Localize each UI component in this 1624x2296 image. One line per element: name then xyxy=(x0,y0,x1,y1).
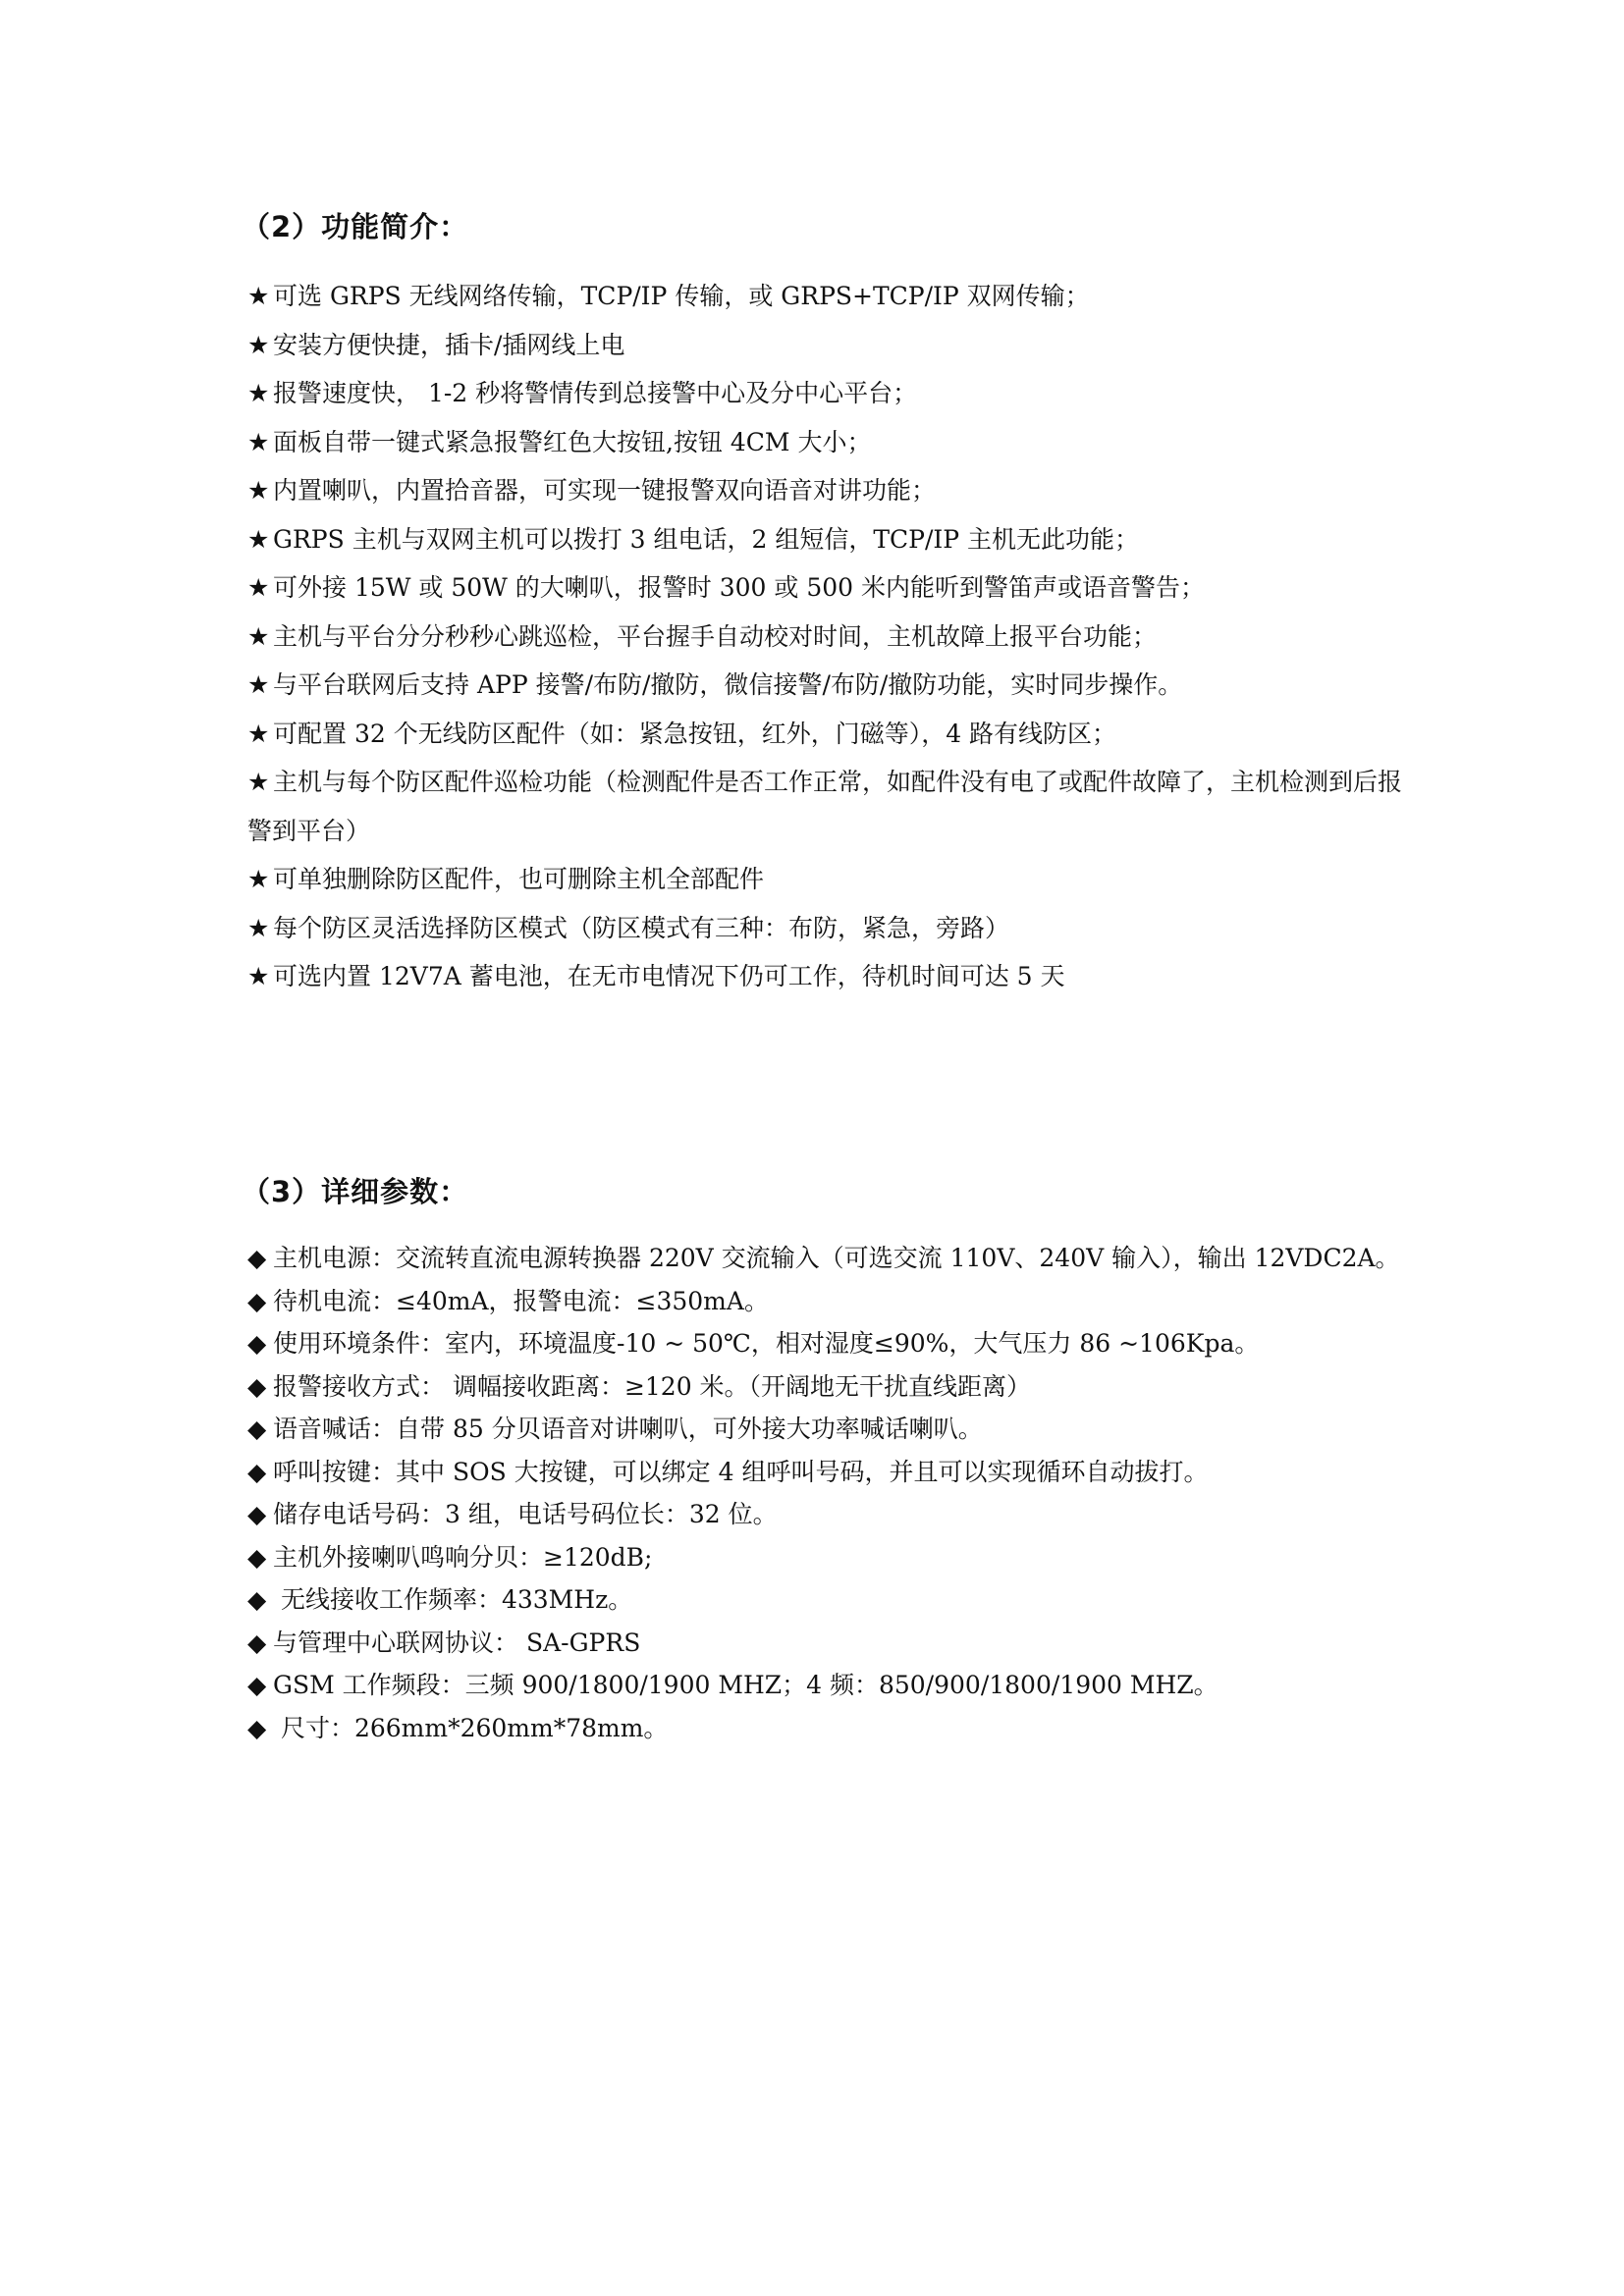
feature-item xyxy=(247,563,1406,613)
parameter-item xyxy=(247,1280,1406,1323)
diamond-bullet-icon: ◆ xyxy=(247,1500,267,1528)
diamond-bullet-icon: ◆ xyxy=(247,1415,267,1443)
parameter-item xyxy=(247,1237,1406,1280)
parameter-text: 使用环境条件：室内，环境温度-10 ~ 50℃，相对湿度≤90%，大气压力 86 ~106Kpa。 xyxy=(273,1329,1260,1358)
parameter-item xyxy=(247,1322,1406,1365)
star-bullet-icon: ★ xyxy=(247,573,270,602)
star-bullet-icon: ★ xyxy=(247,379,270,407)
functions-section xyxy=(242,201,1406,1001)
feature-text: 每个防区灵活选择防区模式（防区模式有三种：布防，紧急，旁路） xyxy=(273,913,1010,942)
star-bullet-icon: ★ xyxy=(247,524,270,554)
parameter-text: 呼叫按键：其中 SOS 大按键，可以绑定 4 组呼叫号码，并且可以实现循环自动拔打。 xyxy=(273,1457,1209,1486)
parameter-item xyxy=(247,1578,1406,1622)
star-bullet-icon: ★ xyxy=(247,476,270,505)
diamond-bullet-icon: ◆ xyxy=(247,1585,267,1614)
diamond-bullet-icon: ◆ xyxy=(247,1628,267,1657)
feature-text: 主机与平台分分秒秒心跳巡检，平台握手自动校对时间，主机故障上报平台功能； xyxy=(273,621,1158,651)
parameter-text: 语音喊话：自带 85 分贝语音对讲喇叭，可外接大功率喊话喇叭。 xyxy=(273,1415,983,1443)
parameter-item xyxy=(247,1622,1406,1665)
parameter-text: 与管理中心联网协议： SA-GPRS xyxy=(273,1628,641,1657)
feature-item xyxy=(247,661,1406,710)
parameter-text: 待机电流：≤40mA，报警电流：≤350mA。 xyxy=(273,1286,769,1315)
star-bullet-icon: ★ xyxy=(247,768,270,796)
feature-text: 可选 GRPS 无线网络传输，TCP/IP 传输，或 GRPS+TCP/IP 双网传输； xyxy=(273,282,1090,310)
feature-text: 可单独删除防区配件，也可删除主机全部配件 xyxy=(273,865,765,893)
parameters-section xyxy=(242,1166,1406,1749)
parameters-heading: （3）详细参数： xyxy=(242,1175,469,1208)
star-bullet-icon: ★ xyxy=(247,719,270,748)
diamond-bullet-icon: ◆ xyxy=(247,1286,267,1315)
feature-item xyxy=(247,369,1406,418)
feature-text: 与平台联网后支持 APP 接警/布防/撤防，微信接警/布防/撤防功能，实时同步操作。 xyxy=(273,670,1183,699)
diamond-bullet-icon: ◆ xyxy=(247,1371,267,1401)
parameter-item xyxy=(247,1408,1406,1451)
parameter-text: 尺寸：266mm*260mm*78mm。 xyxy=(273,1713,669,1742)
star-bullet-icon: ★ xyxy=(247,865,270,893)
feature-text: 可选内置 12V7A 蓄电池，在无市电情况下仍可工作，待机时间可达 5 天 xyxy=(273,962,1065,990)
parameter-text: 报警接收方式： 调幅接收距离：≥120 米。（开阔地无干扰直线距离） xyxy=(273,1371,1032,1401)
feature-item xyxy=(247,904,1406,953)
functions-list xyxy=(247,272,1406,1001)
feature-item xyxy=(247,613,1406,662)
star-bullet-icon: ★ xyxy=(247,670,270,699)
parameters-list xyxy=(247,1237,1406,1749)
diamond-bullet-icon: ◆ xyxy=(247,1671,267,1699)
feature-text: 可外接 15W 或 50W 的大喇叭，报警时 300 或 500 米内能听到警笛声或语音警告； xyxy=(273,573,1206,602)
diamond-bullet-icon: ◆ xyxy=(247,1244,267,1272)
feature-text: 报警速度快， 1-2 秒将警情传到总接警中心及分中心平台； xyxy=(273,379,918,407)
parameter-item xyxy=(247,1664,1406,1707)
feature-item xyxy=(247,418,1406,467)
star-bullet-icon: ★ xyxy=(247,330,270,359)
parameter-item xyxy=(247,1707,1406,1750)
feature-item xyxy=(247,515,1406,564)
feature-text: 内置喇叭，内置拾音器，可实现一键报警双向语音对讲功能； xyxy=(273,476,937,505)
feature-item xyxy=(247,855,1406,904)
diamond-bullet-icon: ◆ xyxy=(247,1542,267,1572)
parameter-text: GSM 工作频段：三频 900/1800/1900 MHZ；4 频：850/900/1800/1900 MHZ。 xyxy=(273,1671,1218,1699)
feature-item xyxy=(247,321,1406,370)
feature-item xyxy=(247,710,1406,759)
feature-text: 安装方便快捷，插卡/插网线上电 xyxy=(273,330,625,359)
star-bullet-icon: ★ xyxy=(247,282,270,310)
feature-text: 主机与每个防区配件巡检功能（检测配件是否工作正常，如配件没有电了或配件故障了，主机检测到后报警到平台） xyxy=(247,768,1403,845)
star-bullet-icon: ★ xyxy=(247,621,270,651)
feature-text: 可配置 32 个无线防区配件（如：紧急按钮，红外，门磁等），4 路有线防区； xyxy=(273,719,1117,748)
parameter-item xyxy=(247,1365,1406,1409)
star-bullet-icon: ★ xyxy=(247,962,270,990)
parameter-item xyxy=(247,1451,1406,1494)
parameter-text: 主机外接喇叭鸣响分贝：≥120dB; xyxy=(273,1542,653,1572)
parameter-item xyxy=(247,1493,1406,1536)
parameter-text: 储存电话号码：3 组，电话号码位长：32 位。 xyxy=(273,1500,778,1528)
feature-item xyxy=(247,272,1406,321)
star-bullet-icon: ★ xyxy=(247,913,270,942)
functions-heading: （2）功能简介： xyxy=(242,210,469,243)
feature-item xyxy=(247,758,1406,855)
feature-item xyxy=(247,466,1406,515)
parameter-text: 无线接收工作频率：433MHz。 xyxy=(273,1585,633,1614)
diamond-bullet-icon: ◆ xyxy=(247,1329,267,1358)
parameter-text: 主机电源：交流转直流电源转换器 220V 交流输入（可选交流 110V、240V 输入），输出 12VDC2A。 xyxy=(273,1244,1400,1272)
diamond-bullet-icon: ◆ xyxy=(247,1457,267,1486)
star-bullet-icon: ★ xyxy=(247,427,270,456)
diamond-bullet-icon: ◆ xyxy=(247,1713,267,1742)
feature-text: GRPS 主机与双网主机可以拨打 3 组电话，2 组短信，TCP/IP 主机无此功能； xyxy=(273,524,1140,554)
feature-text: 面板自带一键式紧急报警红色大按钮,按钮 4CM 大小； xyxy=(273,427,872,456)
parameter-item xyxy=(247,1536,1406,1579)
feature-item xyxy=(247,952,1406,1001)
